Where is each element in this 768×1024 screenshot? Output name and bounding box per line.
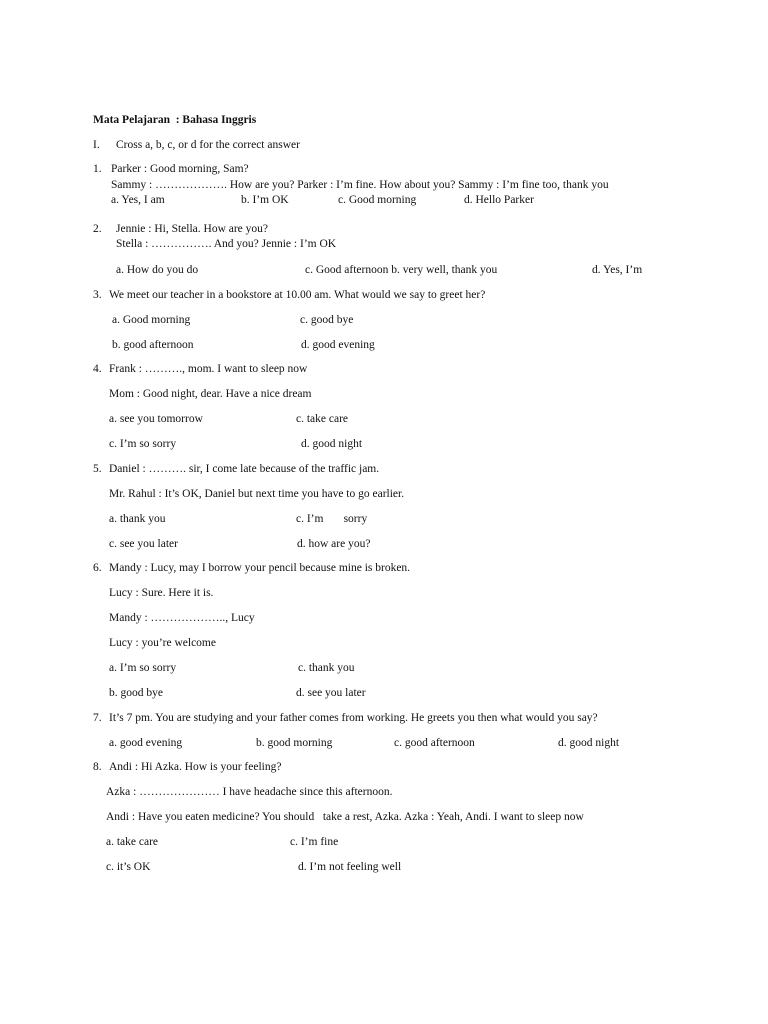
q4-option-a: a. see you tomorrow	[109, 413, 203, 425]
q5-option-c: c. I’m sorry	[296, 513, 368, 525]
q6-line3: Mandy : ……………….., Lucy	[109, 612, 255, 624]
q8-option-d: d. I’m not feeling well	[298, 861, 402, 873]
q6-option-b: b. good bye	[109, 687, 163, 699]
q8-number: 8.	[93, 761, 102, 773]
q6-line2: Lucy : Sure. Here it is.	[109, 587, 214, 599]
q6-option-d: d. see you later	[296, 687, 366, 699]
q6-option-c: c. thank you	[298, 662, 355, 674]
q4-line1: Frank : ………., mom. I want to sleep now	[109, 363, 308, 375]
q2-number: 2.	[93, 223, 102, 235]
q4-line2: Mom : Good night, dear. Have a nice dream	[109, 388, 312, 400]
subject-header: Mata Pelajaran : Bahasa Inggris	[93, 114, 257, 126]
q8-option-b: c. it’s OK	[106, 861, 151, 873]
q5-number: 5.	[93, 463, 102, 475]
q6-line1: Mandy : Lucy, may I borrow your pencil because mine is broken.	[109, 562, 411, 574]
q1-line2: Sammy : ………………. How are you? Parker : I’m fine. How about you? Sammy : I’m fine too, thank you	[111, 179, 609, 191]
q1-option-b: b. I’m OK	[241, 194, 289, 206]
section-instruction: Cross a, b, c, or d for the correct answer	[116, 139, 300, 151]
q8-line2: Azka : ………………… I have headache since this afternoon.	[106, 786, 393, 798]
q7-option-a: a. good evening	[109, 737, 183, 749]
q7-number: 7.	[93, 712, 102, 724]
q3-option-a: a. Good morning	[112, 314, 191, 326]
q3-option-d: d. good evening	[301, 339, 375, 351]
q8-option-c: c. I’m fine	[290, 836, 339, 848]
q7-option-c: c. good afternoon	[394, 737, 475, 749]
q6-line4: Lucy : you’re welcome	[109, 637, 216, 649]
q8-option-a: a. take care	[106, 836, 159, 848]
q5-option-b: c. see you later	[109, 538, 178, 550]
q8-line1: Andi : Hi Azka. How is your feeling?	[109, 761, 282, 773]
q6-number: 6.	[93, 562, 102, 574]
q1-option-c: c. Good morning	[338, 194, 417, 206]
q3-option-b: b. good afternoon	[112, 339, 194, 351]
q5-line1: Daniel : ………. sir, I come late because of the traffic jam.	[109, 463, 380, 475]
q1-option-d: d. Hello Parker	[464, 194, 534, 206]
section-number: I.	[93, 139, 100, 151]
q3-option-c: c. good bye	[300, 314, 354, 326]
q2-option-a: a. How do you do	[116, 264, 199, 276]
q2-line2: Stella : ……………. And you? Jennie : I’m OK	[116, 238, 337, 250]
q5-option-d: d. how are you?	[297, 538, 371, 550]
q5-option-a: a. thank you	[109, 513, 166, 525]
q8-line3: Andi : Have you eaten medicine? You should take a rest, Azka. Azka : Yeah, Andi. I want to sleep now	[106, 811, 584, 823]
q4-option-d: d. good night	[301, 438, 363, 450]
q3-line1: We meet our teacher in a bookstore at 10.00 am. What would we say to greet her?	[109, 289, 486, 301]
q1-option-a: a. Yes, I am	[111, 194, 165, 206]
q7-option-b: b. good morning	[256, 737, 333, 749]
q2-option-c: c. Good afternoon b. very well, thank you	[305, 264, 498, 276]
q4-option-c: c. take care	[296, 413, 349, 425]
q1-line1: Parker : Good morning, Sam?	[111, 163, 249, 175]
q2-option-d: d. Yes, I’m	[592, 264, 643, 276]
q5-line2: Mr. Rahul : It’s OK, Daniel but next time you have to go earlier.	[109, 488, 405, 500]
q7-option-d: d. good night	[558, 737, 620, 749]
q3-number: 3.	[93, 289, 102, 301]
q2-line1: Jennie : Hi, Stella. How are you?	[116, 223, 269, 235]
q7-line1: It’s 7 pm. You are studying and your father comes from working. He greets you then what would you say?	[109, 712, 598, 724]
q4-option-b: c. I’m so sorry	[109, 438, 177, 450]
q6-option-a: a. I’m so sorry	[109, 662, 177, 674]
q4-number: 4.	[93, 363, 102, 375]
q1-number: 1.	[93, 163, 102, 175]
